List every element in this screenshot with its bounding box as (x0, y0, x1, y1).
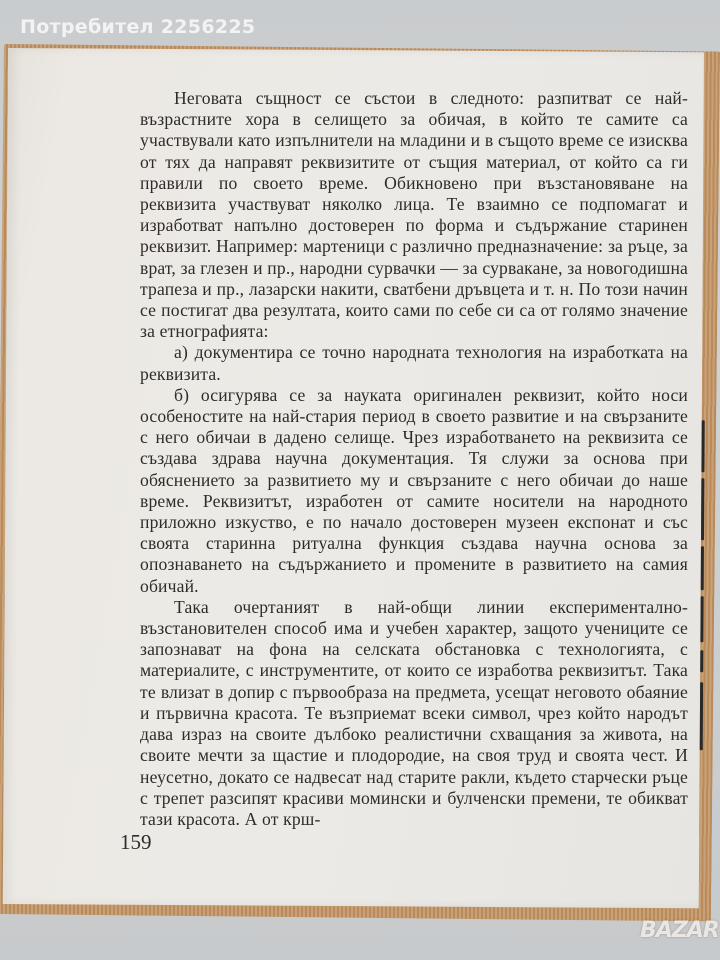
margin-mark (700, 682, 703, 750)
margin-mark (700, 650, 703, 672)
bazar-logo: BAZAR (640, 918, 719, 943)
margin-mark (701, 478, 704, 540)
paragraph-item-a: а) документира се точно народната технология на изработката на реквизита. (140, 342, 688, 384)
user-watermark: Потребител 2256225 (20, 16, 256, 38)
paragraph-item-b: б) осигурява се за науката оригинален реквизит, който носи особеностите на най-стария период в своето развитие и на свързаните с него обичаи в дадено селище. Чрез изработването на реквизита се създава здрава научна документация. Тя служи за основа при обяснението за развитието му и свързаните с него обичаи до наше време. Реквизитът, изработен от самите носители на народното приложно изкуство, е по начало достоверен музеен експонат и със своята старинна ритуална функция създава научна основа за опознаването на съдържанието и промените в развитието на самия обичай. (140, 384, 688, 596)
margin-mark (700, 596, 703, 642)
body-text (140, 88, 688, 830)
paragraph: Неговата същност се състои в следното: разпитват се най-възрастните хора в селището за обичая, в който те самите са участвували като изпълнители на младини и в същото време се изисква от тях да направят реквизитите от същия материал, от който са ги правили по своето време. Обикновено при възстановяване на реквизита участвуват няколко лица. Те взаимно се подпомагат и изработват напълно достоверен по форма и съдържание старинен реквизит. Например: мартеници с различно предназначение: за ръце, за врат, за глезен и пр., народни сурвачки — за сурвакане, за новогодишна трапеза и пр., лазарски накити, сватбени дръвцета и т. н. По този начин се постигат два резултата, които сами по себе си са от голямо значение за етнографията: (140, 88, 688, 342)
paragraph: Така очертаният в най-общи линии експериментално-възстановителен способ има и учебен характер, защото учениците се запознават на фона на селската обстановка с технологията, с материалите, с инструментите, от които се изработва реквизитът. Така те влизат в допир с първообраза на предмета, усещат неговото обаяние и първична красота. Те възприемат всеки символ, чрез който народът дава израз на своите дълбоко реалистични схващания за живота, на своите мечти за щастие и плодородие, на своя труд и своята чест. И неусетно, докато се надвесат над старите ракли, където старчески ръце с трепет разсипят красиви момински и булченски премени, те обикват тази красота. А от крш- (140, 596, 688, 829)
margin-mark (701, 420, 704, 472)
page-number: 159 (120, 830, 152, 854)
margin-mark (701, 546, 704, 590)
